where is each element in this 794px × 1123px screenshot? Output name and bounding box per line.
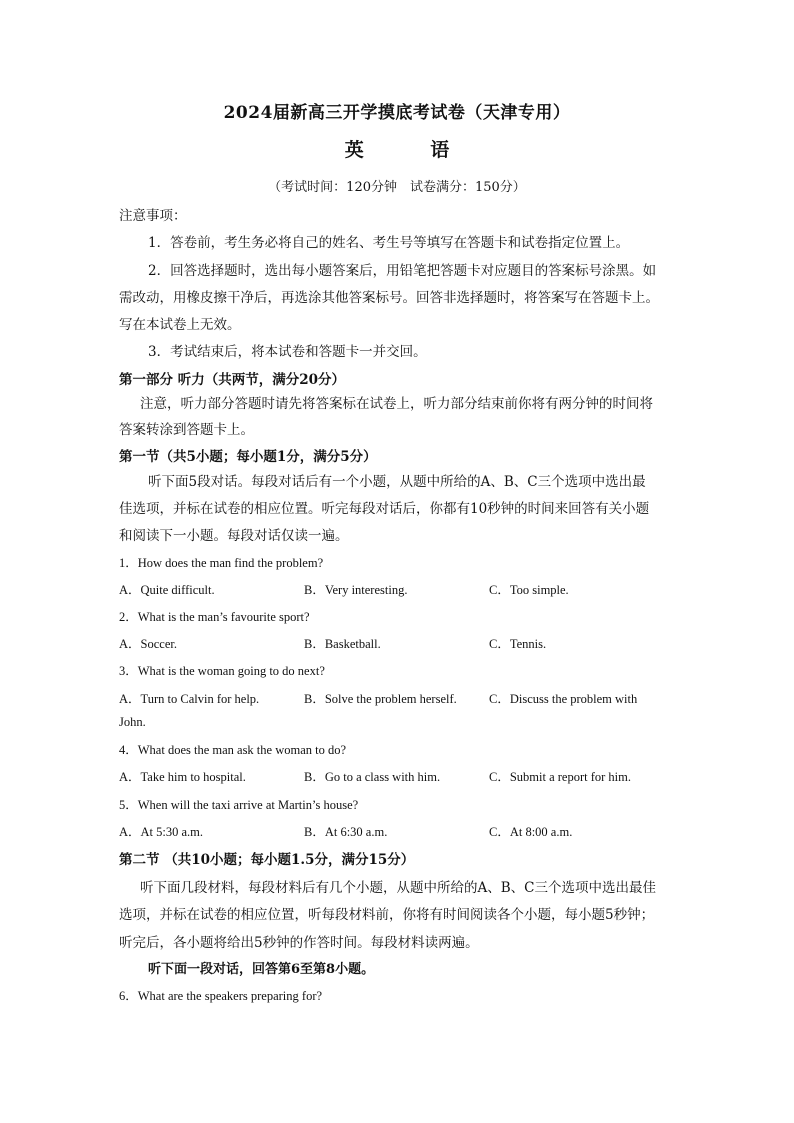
question-4: 4．What does the man ask the woman to do? — [119, 743, 347, 757]
question-3-option-b: B．Solve the problem herself. — [304, 692, 457, 706]
part1-heading: 第一部分 听力（共两节，满分20分） — [119, 372, 345, 388]
question-5: 5．When will the taxi arrive at Martin’s house? — [119, 798, 359, 812]
notes-item-3: 3．考试结束后，将本试卷和答题卡一并交回。 — [148, 344, 427, 360]
question-3: 3．What is the woman going to do next? — [119, 664, 325, 678]
question-2: 2．What is the man’s favourite sport? — [119, 610, 310, 624]
question-5-option-b: B．At 6:30 a.m. — [304, 825, 388, 839]
question-4-option-a: A．Take him to hospital. — [119, 770, 246, 784]
question-5-option-c: C．At 8:00 a.m. — [489, 825, 573, 839]
question-2-option-b: B．Basketball. — [304, 637, 381, 651]
section2-intro-line-1: 听下面几段材料，每段材料后有几个小题，从题中所给的A、B、C三个选项中选出最佳 — [140, 880, 656, 896]
question-1-option-c: C．Too simple. — [489, 583, 569, 597]
question-3-option-c: C．Discuss the problem with — [489, 692, 638, 706]
part1-intro-line-1: 注意，听力部分答题时请先将答案标在试卷上，听力部分结束前你将有两分钟的时间将 — [140, 396, 653, 412]
notes-heading: 注意事项： — [119, 208, 187, 224]
section1-intro-line-3: 和阅读下一小题。每段对话仅读一遍。 — [119, 528, 349, 544]
question-4-option-b: B．Go to a class with him. — [304, 770, 441, 784]
section2-intro-line-2: 选项，并标在试卷的相应位置，听每段材料前，你将有时间阅读各个小题，每小题5秒钟； — [119, 907, 655, 923]
notes-item-1: 1．答卷前，考生务必将自己的姓名、考生号等填写在答题卡和试卷指定位置上。 — [148, 235, 630, 251]
section1-intro-line-1: 听下面5段对话。每段对话后有一个小题，从题中所给的A、B、C三个选项中选出最 — [148, 474, 646, 490]
question-1-option-a: A．Quite difficult. — [119, 583, 215, 597]
question-2-option-a: A．Soccer. — [119, 637, 177, 651]
section2-heading: 第二节 （共10小题；每小题1.5分，满分15分） — [119, 852, 415, 868]
question-4-option-c: C．Submit a report for him. — [489, 770, 631, 784]
question-6: 6．What are the speakers preparing for? — [119, 989, 323, 1003]
section2-intro-line-3: 听完后，各小题将给出5秒钟的作答时间。每段材料读两遍。 — [119, 935, 479, 951]
section1-intro-line-2: 佳选项，并标在试卷的相应位置。听完每段对话后，你都有10秒钟的时间来回答有关小题 — [119, 501, 650, 517]
notes-item-2-line-3: 写在本试卷上无效。 — [119, 317, 241, 333]
subject-title: 英 语 — [344, 139, 450, 161]
part1-intro-line-2: 答案转涂到答题卡上。 — [119, 422, 254, 438]
notes-item-2-line-2: 需改动，用橡皮擦干净后，再选涂其他答案标号。回答非选择题时，将答案写在答题卡上。 — [119, 290, 659, 306]
section2-instruction: 听下面一段对话，回答第6至第8小题。 — [148, 962, 375, 977]
question-5-option-a: A．At 5:30 a.m. — [119, 825, 204, 839]
question-3-option-c-continued: John. — [119, 715, 146, 729]
question-2-option-c: C．Tennis. — [489, 637, 547, 651]
exam-time-score-info: （考试时间：120分钟 试卷满分：150分） — [268, 180, 526, 195]
section1-heading: 第一节（共5小题；每小题1分，满分5分） — [119, 449, 377, 465]
notes-item-2-line-1: 2．回答选择题时，选出每小题答案后，用铅笔把答题卡对应题目的答案标号涂黑。如 — [148, 263, 657, 279]
exam-title: 2024届新高三开学摸底考试卷（天津专用） — [223, 103, 571, 123]
question-1-option-b: B．Very interesting. — [304, 583, 408, 597]
question-3-option-a: A．Turn to Calvin for help. — [119, 692, 260, 706]
question-1: 1．How does the man find the problem? — [119, 556, 324, 570]
